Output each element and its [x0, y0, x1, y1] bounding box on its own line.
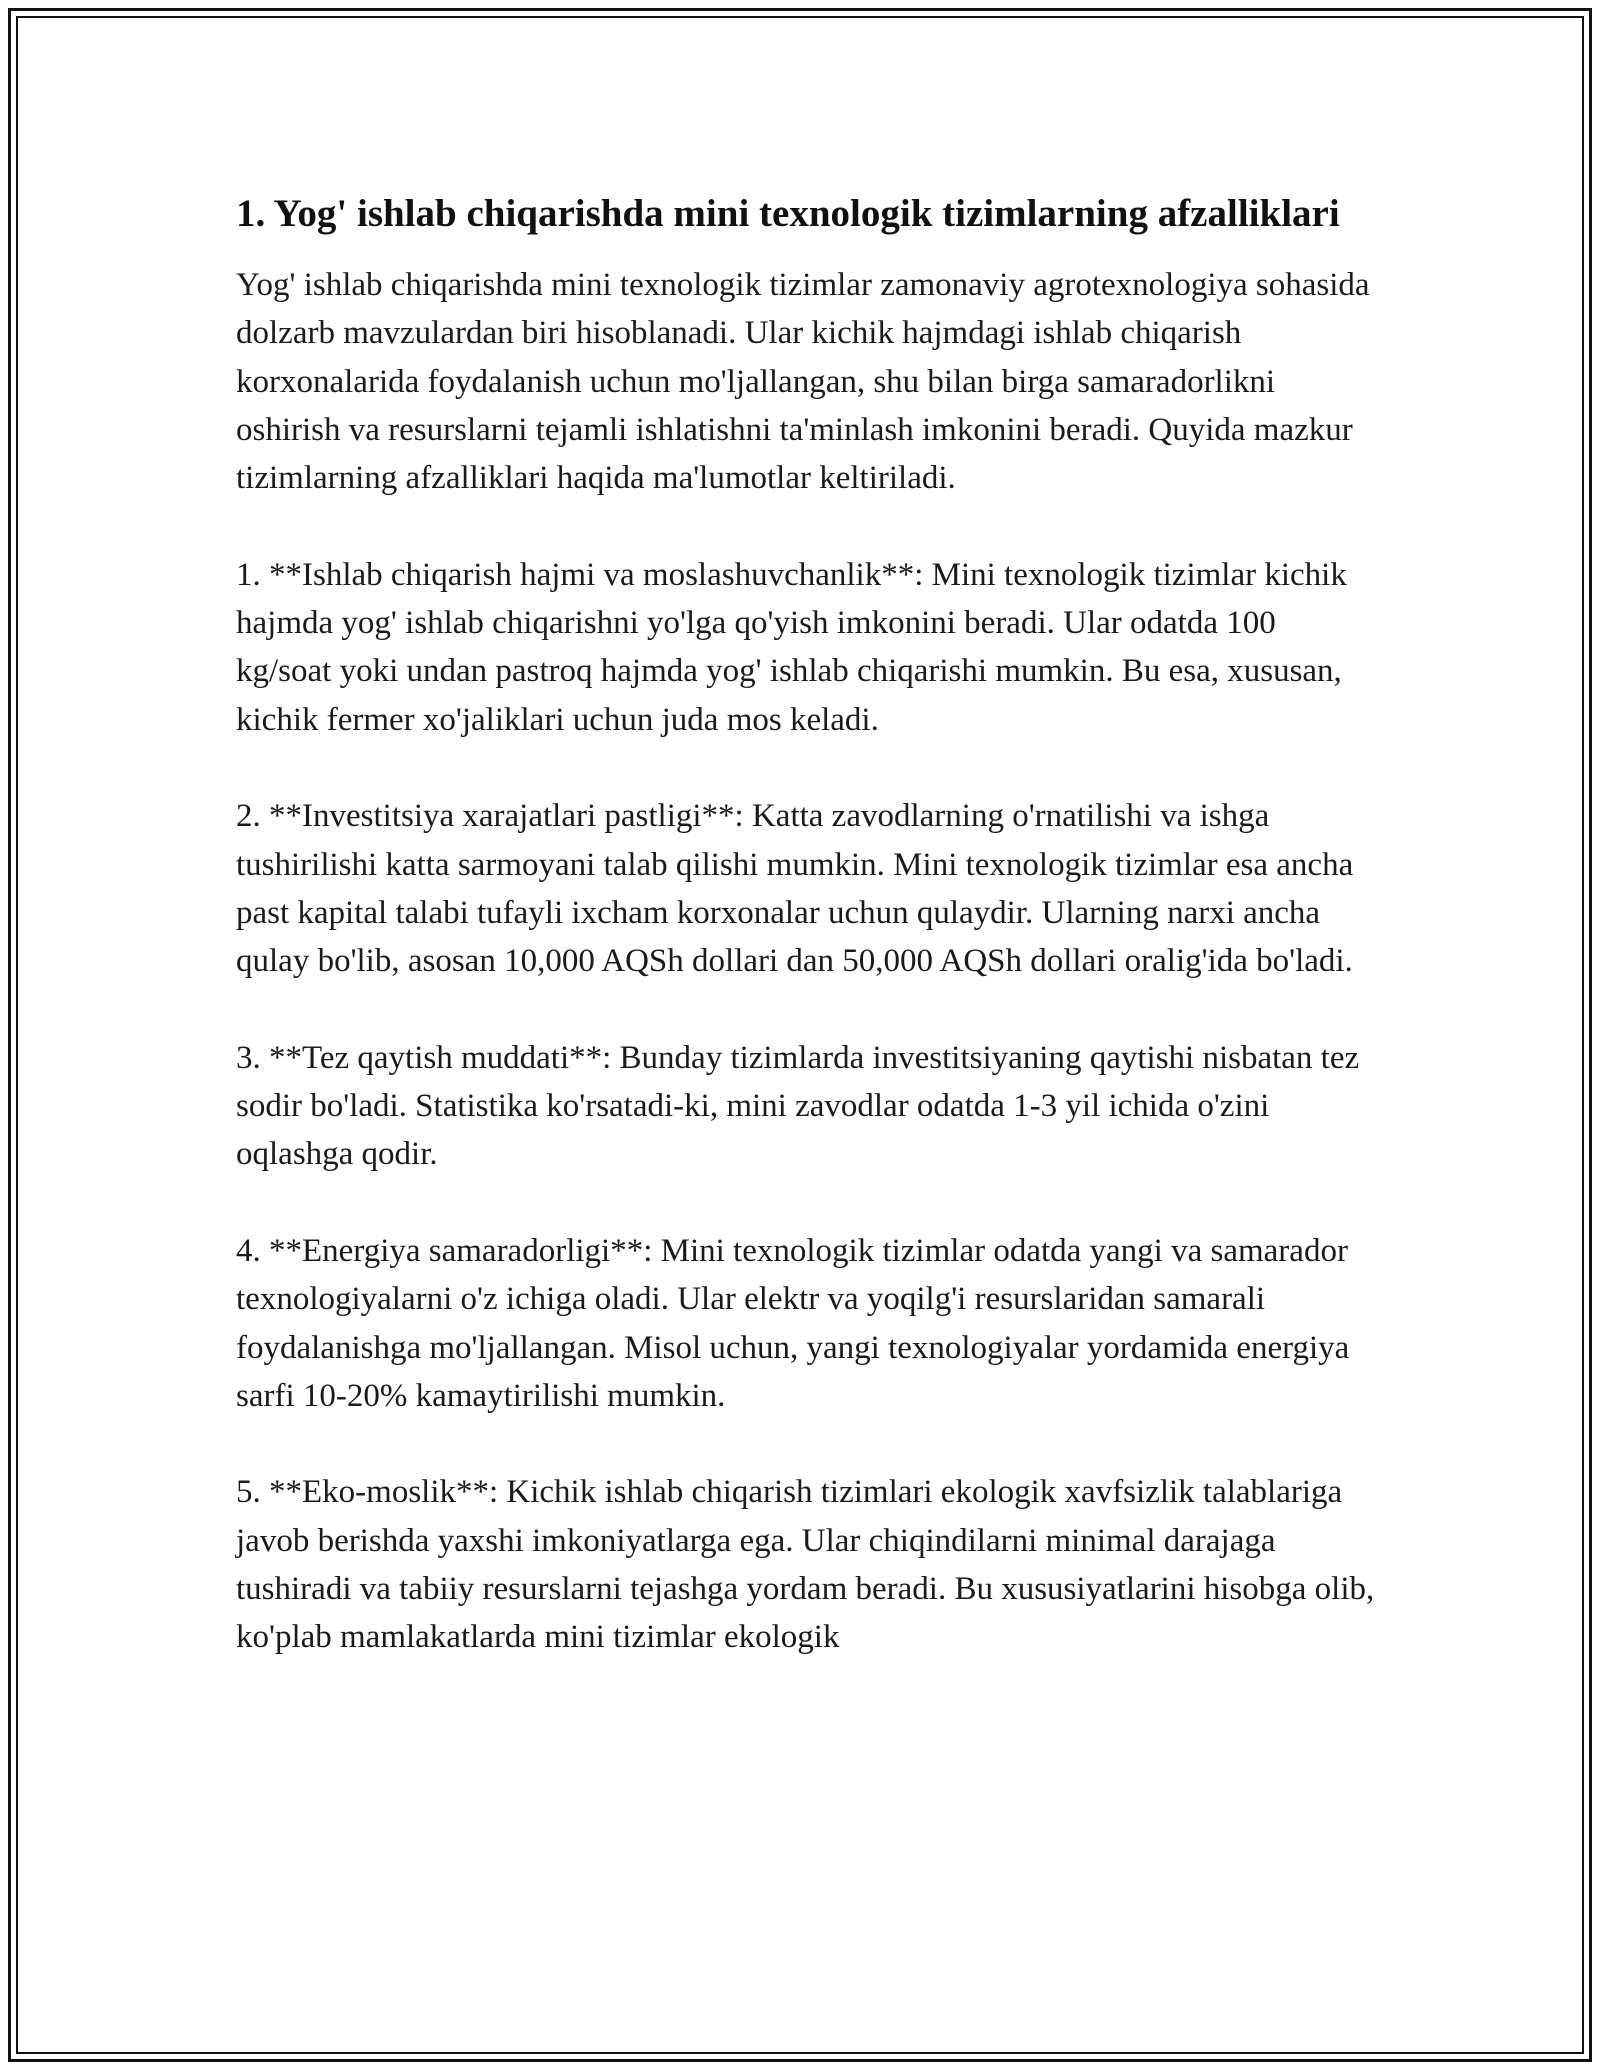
- list-item-energy-efficiency: 4. **Energiya samaradorligi**: Mini texnologik tizimlar odatda yangi va samarador texnologiyalarni o'z ichiga oladi. Ular elektr va yoqilg'i resurslaridan samarali foydalanishga mo'ljallangan. Misol uchun, yangi texnologiyalar yordamida energiya sarfi 10-20% kamaytirilishi mumkin.: [236, 1232, 1350, 1414]
- list-item-payback-period: 3. **Tez qaytish muddati**: Bunday tizimlarda investitsiyaning qaytishi nisbatan tez sodir bo'ladi. Statistika ko'rsatadi-ki, mini zavodlar odatda 1-3 yil ichida o'zini oqlashga qodir.: [236, 1039, 1360, 1173]
- intro-paragraph: Yog' ishlab chiqarishda mini texnologik tizimlar zamonaviy agrotexnologiya sohasida dolzarb mavzulardan biri hisoblanadi. Ular kichik hajmdagi ishlab chiqarish korxonalarida foydalanish uchun mo'ljallangan, shu bilan birga samaradorlikni oshirish va resurslarni tejamli ishlatishni ta'minlash imkonini beradi. Quyida mazkur tizimlarning afzalliklari haqida ma'lumotlar keltiriladi.: [236, 267, 1370, 497]
- section-heading: 1. Yog' ishlab chiqarishda mini texnologik tizimlarning afzalliklari: [236, 192, 1340, 235]
- list-item-production-volume: 1. **Ishlab chiqarish hajmi va moslashuvchanlik**: Mini texnologik tizimlar kichik hajmda yog' ishlab chiqarishni yo'lga qo'yish imkonini beradi. Ular odatda 100 kg/soat yoki undan pastroq hajmda yog' ishlab chiqarishi mumkin. Bu esa, xususan, kichik fermer xo'jaliklari uchun juda mos keladi.: [236, 556, 1347, 738]
- document-body: [236, 186, 1376, 1710]
- list-item-investment-costs: 2. **Investitsiya xarajatlari pastligi**: Katta zavodlarning o'rnatilishi va ishga tushirilishi katta sarmoyani talab qilishi mumkin. Mini texnologik tizimlar esa ancha past kapital talabi tufayli ixcham korxonalar uchun qulaydir. Ularning narxi ancha qulay bo'lib, asosan 10,000 AQSh dollari dan 50,000 AQSh dollari oralig'ida bo'ladi.: [236, 798, 1354, 980]
- list-item-eco-compatibility: 5. **Eko-moslik**: Kichik ishlab chiqarish tizimlari ekologik xavfsizlik talablariga javob berishda yaxshi imkoniyatlarga ega. Ular chiqindilarni minimal darajaga tushiradi va tabiiy resurslarni tejashga yordam beradi. Bu xususiyatlarini hisobga olib, ko'plab mamlakatlarda mini tizimlar ekologik: [236, 1474, 1375, 1656]
